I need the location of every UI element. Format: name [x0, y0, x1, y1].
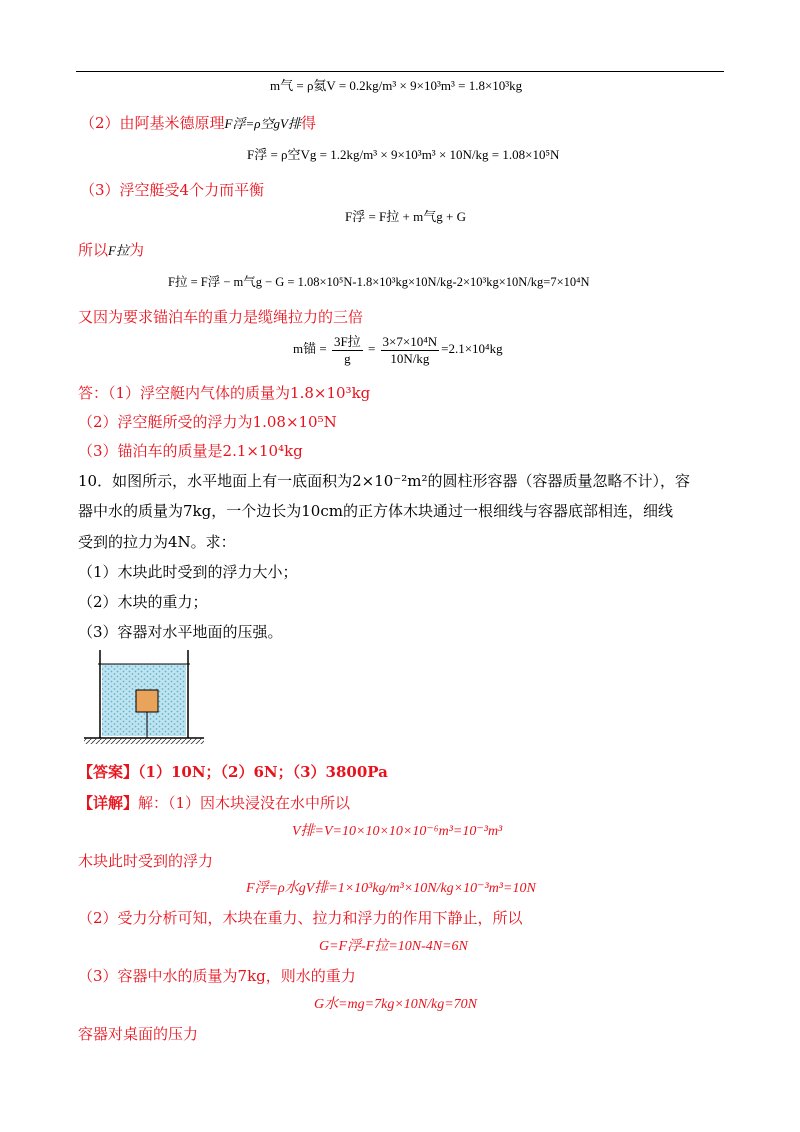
- detail-text: 解：（1）因木块浸没在水中所以: [138, 794, 351, 812]
- formula-tension: F拉 = F浮 − m气g − G = 1.08×10⁵N-1.8×10³kg×10N/kg-2×10³kg×10N/kg=7×10⁴N: [168, 275, 590, 289]
- question-10-sub-2: （2）木块的重力；: [78, 593, 208, 611]
- fraction-2-denominator: 10N/kg: [390, 350, 430, 366]
- so-suffix: 为: [128, 241, 144, 259]
- formula-buoyancy: F浮 = ρ空Vg = 1.2kg/m³ × 9×10³m³ × 10N/kg = 1.08×10⁵N: [247, 147, 560, 162]
- formula-balance: F浮 = F拉 + m气g + G: [345, 209, 466, 224]
- ground-hatch: [84, 738, 204, 744]
- container-figure: [80, 650, 240, 750]
- fraction-1: [332, 334, 363, 367]
- fraction-1-numerator: 3F拉: [333, 333, 361, 349]
- step-3-line: （3）浮空艇受4个力而平衡: [80, 181, 265, 199]
- detail-text-4: （3）容器中水的质量为7kg，则水的重力: [78, 967, 356, 985]
- answer-text: （1）10N；（2）6N；（3）3800Pa: [138, 763, 388, 781]
- question-10-line-1: 10．如图所示，水平地面上有一底面积为2×10⁻²m²的圆柱形容器（容器质量忽略不计），容: [78, 472, 690, 490]
- header-rule: [76, 71, 724, 72]
- step-2-inline-formula: F浮=ρ空gV排: [224, 116, 301, 131]
- formula-5-rhs: =2.1×10⁴kg: [441, 341, 503, 356]
- detail-tag: 【详解】: [78, 794, 139, 812]
- detail-formula-1: V排=V=10×10×10×10⁻⁶m³=10⁻³m³: [292, 824, 503, 839]
- answer-line-2: （2）浮空艇所受的浮力为1.08×10⁵N: [78, 413, 337, 431]
- answer-line-1: 答：（1）浮空艇内气体的质量为1.8×10³kg: [78, 384, 371, 402]
- fraction-2-numerator: 3×7×10⁴N: [382, 333, 438, 349]
- step-2-suffix: 得: [300, 114, 316, 132]
- detail-text-2: 木块此时受到的浮力: [78, 852, 214, 870]
- wood-block: [136, 690, 158, 712]
- detail-formula-2: F浮=ρ水gV排=1×10³kg/m³×10N/kg×10⁻³m³=10N: [246, 881, 536, 896]
- answer-line-3: （3）锚泊车的质量是2.1×10⁴kg: [78, 442, 303, 460]
- formula-5-eq: =: [367, 341, 376, 356]
- question-10-sub-1: （1）木块此时受到的浮力大小；: [78, 563, 298, 581]
- fraction-2: [381, 334, 440, 367]
- step-2-line: [80, 113, 316, 134]
- formula-5-lhs: m锚 =: [293, 341, 327, 356]
- detail-line: [78, 793, 350, 813]
- question-10-line-3: 受到的拉力为4N。求：: [78, 533, 236, 551]
- question-10-line-2: 器中水的质量为7kg，一个边长为10cm的正方体木块通过一根细线与容器底部相连，细线: [78, 502, 673, 520]
- formula-anchor-mass: [293, 333, 503, 367]
- answer-tag: 【答案】: [78, 763, 139, 781]
- so-inline-formula: F拉: [108, 243, 129, 258]
- also-line: 又因为要求锚泊车的重力是缆绳拉力的三倍: [78, 308, 364, 326]
- so-prefix: 所以: [78, 241, 109, 259]
- so-line: [78, 240, 144, 261]
- formula-gas-mass: m气 = ρ氦V = 0.2kg/m³ × 9×10³m³ = 1.8×10³kg: [270, 78, 523, 93]
- detail-text-3: （2）受力分析可知，木块在重力、拉力和浮力的作用下静止，所以: [78, 909, 523, 927]
- question-10-sub-3: （3）容器对水平地面的压强。: [78, 623, 283, 641]
- step-2-prefix: （2）由阿基米德原理: [80, 114, 225, 132]
- fraction-1-denominator: g: [344, 350, 351, 366]
- detail-text-5: 容器对桌面的压力: [78, 1025, 199, 1043]
- detail-formula-3: G=F浮-F拉=10N-4N=6N: [319, 939, 468, 954]
- detail-formula-4: G水=mg=7kg×10N/kg=70N: [314, 997, 478, 1012]
- answer-line: [78, 762, 388, 782]
